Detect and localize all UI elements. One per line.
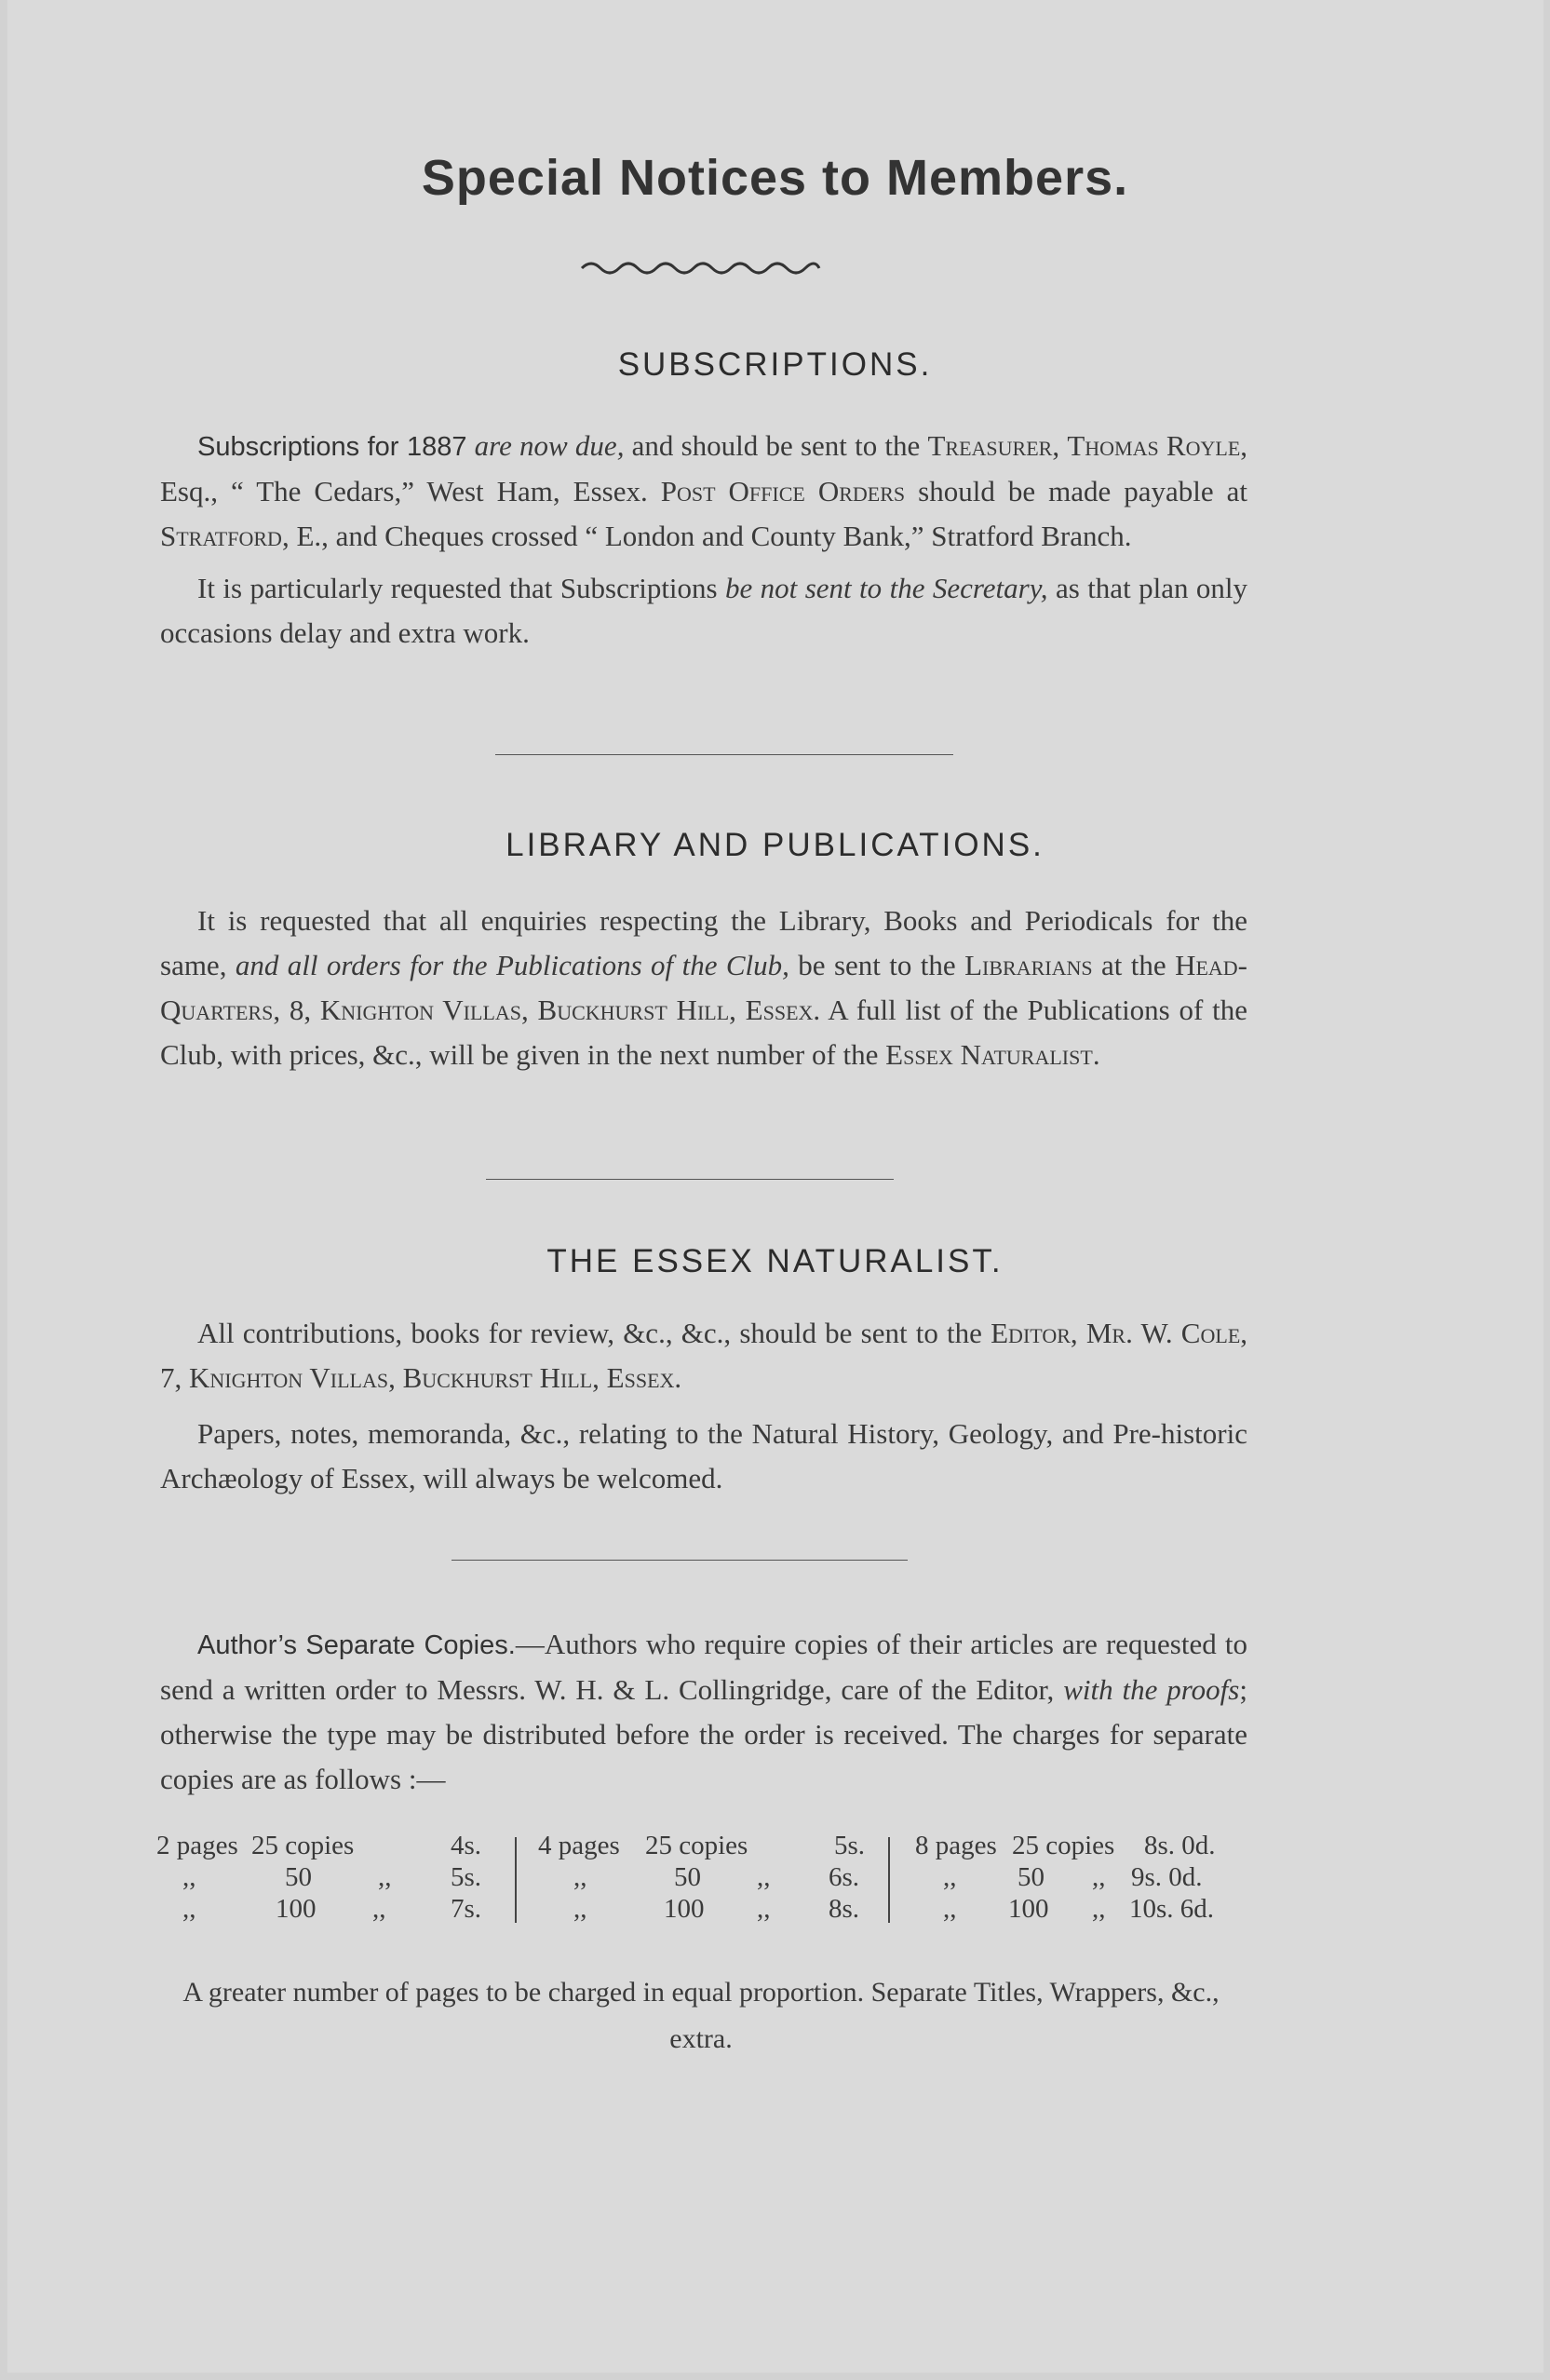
secretary-notice: It is particularly requested that Subscriptions be not sent to the Secretary, as that plan only occasions delay and extra work. [160,572,1247,649]
subscriptions-heading: SUBSCRIPTIONS. [617,346,933,383]
charges-row: ,, 50 ,, 9s. 0d. [943,1862,1203,1892]
charges-column [156,1830,501,1925]
subscriptions-paragraph: Subscriptions for 1887 are now due, and should be sent to the Treasurer, Thomas Royle, Esq., “ The Cedars,” West Ham, Essex. Post Office Orders should be made payable at Stratford, E., and Cheques crossed “ London and County Bank,” Stratford Branch. [160,429,1248,552]
divider [452,1560,908,1561]
copies-text [160,1622,1247,1802]
charges-footnote: A greater number of pages to be charged in equal proportion. Separate Titles, Wrappers, &c., extra. [182,1977,1220,2054]
library-text [160,899,1247,1077]
library-paragraph: It is requested that all enquiries respecting the Library, Books and Periodicals for the same, and all orders for the Publications of the Club, be sent to the Librarians at the Head-Quarters, 8, Knighton Villas, Buckhurst Hill, Essex. A full list of the Publications of the Club, with prices, &c., will be given in the next number of the Essex Naturalist. [160,904,1247,1071]
naturalist-text [160,1311,1247,1501]
charges-row: ,, 100 ,, 8s. [573,1894,860,1924]
column-divider [515,1837,517,1923]
editor-paragraph: All contributions, books for review, &c., &c., should be sent to the Editor, Mr. W. Cole, 7, Knighton Villas, Buckhurst Hill, Essex. [160,1317,1248,1394]
divider [486,1179,894,1180]
wave-ornament-icon [577,251,824,279]
copies-paragraph: Author’s Separate Copies.—Authors who require copies of their articles are requested to send a written order to Messrs. W. H. & L. Collingridge, care of the Editor, with the proofs; otherwise the type may be distributed before the order is received. The charges for separate copies are as follows :— [160,1628,1247,1795]
charges-row: 4 pages 25 copies 5s. [538,1831,866,1860]
charges-row: ,, 50 ,, 6s. [573,1862,860,1892]
page-title: Special Notices to Members. [421,150,1129,206]
charges-row: 2 pages 25 copies 4s. [156,1831,482,1860]
divider [495,754,953,755]
charges-row: 8 pages 25 copies 8s. 0d. [915,1831,1216,1860]
library-heading: LIBRARY AND PUBLICATIONS. [505,827,1045,863]
charges-column [915,1830,1287,1925]
naturalist-heading: THE ESSEX NATURALIST. [546,1243,1004,1279]
charges-row: ,, 50 ,, 5s. [182,1862,482,1892]
charges-row: ,, 100 ,, 10s. 6d. [943,1894,1215,1924]
column-divider [888,1837,890,1923]
subscriptions-text [160,424,1247,656]
papers-paragraph: Papers, notes, memoranda, &c., relating to the Natural History, Geology, and Pre-historic Archæology of Essex, will always be welcomed. [160,1417,1247,1494]
charges-row: ,, 100 ,, 7s. [182,1894,482,1924]
